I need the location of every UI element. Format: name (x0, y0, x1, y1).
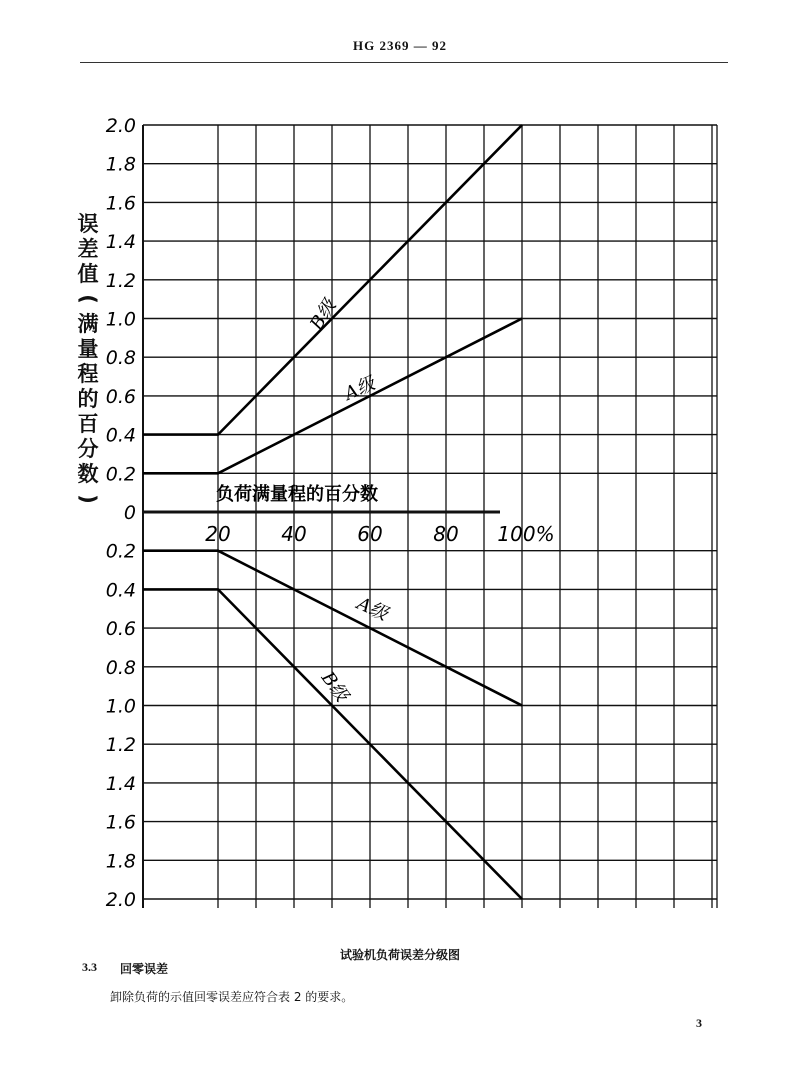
y-tick-label: 0.8 (105, 347, 136, 370)
y-tick-label: 1.4 (105, 772, 136, 795)
y-tick-label: 1.6 (105, 811, 136, 834)
y-axis-title-char: 的 (77, 387, 99, 411)
y-tick-label: 1.2 (105, 269, 136, 292)
y-tick-label: 1.8 (105, 850, 136, 873)
section-number: 3.3 (82, 960, 97, 974)
y-tick-label: 0.2 (105, 540, 136, 563)
y-axis-title-char: 值 (77, 262, 99, 286)
figure-caption: 试验机负荷误差分级图 (339, 948, 460, 962)
y-axis-title-char: ( (76, 294, 100, 304)
y-axis-title-char: 分 (77, 437, 99, 461)
series-label: B级 (316, 667, 353, 706)
y-axis-title-char: 量 (77, 337, 99, 361)
y-tick-label: 0.4 (105, 424, 136, 447)
y-tick-label: 1.2 (105, 734, 136, 757)
body-paragraph: 卸除负荷的示值回零误差应符合表 2 的要求。 (110, 990, 354, 1004)
y-axis-title-char: 差 (77, 237, 99, 261)
series-label: B级 (306, 296, 341, 334)
y-tick-label: 1.0 (105, 695, 136, 718)
series-label: A级 (353, 593, 391, 625)
x-tick-label: 100% (497, 522, 555, 546)
y-tick-label: 1.6 (105, 192, 136, 215)
standard-code: HG 2369 — 92 (353, 38, 447, 53)
x-tick-label: 60 (357, 522, 383, 546)
section-title: 回零误差 (120, 962, 169, 976)
x-tick-label: 40 (281, 522, 307, 546)
series-label: A级 (341, 373, 379, 405)
y-axis-title-char: 满 (77, 312, 99, 336)
y-tick-label: 0 (123, 502, 136, 524)
y-axis-title-char: ) (76, 494, 100, 504)
y-tick-label: 2.0 (105, 889, 136, 911)
y-axis-title-char: 程 (77, 362, 99, 386)
y-tick-label: 0.2 (105, 463, 136, 486)
y-tick-label: 0.4 (105, 579, 136, 602)
y-axis-title-char: 误 (77, 212, 99, 236)
y-tick-label: 2.0 (105, 115, 136, 137)
y-tick-label: 0.6 (105, 385, 136, 408)
y-axis-title-char: 百 (77, 412, 99, 436)
y-tick-label: 1.8 (105, 153, 136, 176)
y-axis-title-char: 数 (77, 462, 99, 486)
y-tick-label: 1.0 (105, 308, 136, 331)
y-tick-label: 0.6 (105, 618, 136, 641)
y-tick-label: 1.4 (105, 231, 136, 254)
y-tick-label: 0.8 (105, 656, 136, 679)
x-axis-title: 负荷满量程的百分数 (216, 484, 378, 505)
x-tick-label: 20 (205, 522, 231, 546)
page-number: 3 (696, 1016, 702, 1030)
x-tick-label: 80 (433, 522, 459, 546)
